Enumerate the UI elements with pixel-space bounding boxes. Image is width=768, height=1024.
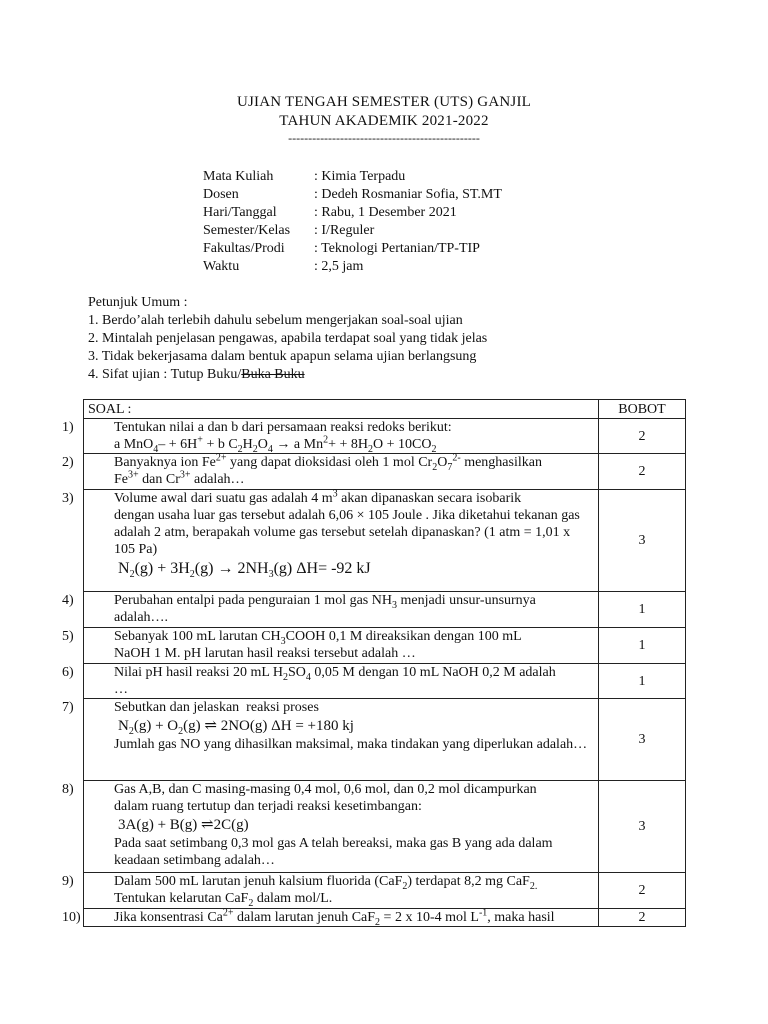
question-4-weight: 1 (599, 592, 686, 628)
question-8-weight: 3 (599, 781, 686, 873)
equation-equilibrium: 3A(g) + B(g) ⇌2C(g) (118, 817, 249, 833)
question-1-weight: 2 (599, 419, 686, 454)
question-row-10 (84, 909, 686, 927)
question-row-7 (84, 699, 686, 781)
exam-page: UJIAN TENGAH SEMESTER (UTS) GANJIL TAHUN AKADEMIK 2021-2022 ------------------------------------------------ Mata Kuliah : Kimia Terpadu Dosen : Dedeh Rosmaniar Sofia, ST.MT Hari/Tanggal : Rabu, 1 Desember 2021 Semester/Kelas : I/Reguler Fakultas/Prodi : Teknologi Pertanian/TP-TIP Waktu : 2,5 jam Petunjuk Umum : 1. Berdo’alah terlebih dahulu sebelum mengerjakan soal-soal ujian 2. Mintalah penjelasan pengawas, apabila terdapat soal yang tidak jelas 3. Tidak bekerjasama dalam bentuk apapun selama ujian berlangsung 4. Sifat ujian : Tutup Buku/Buka Buku SOAL : BOBOT 1) Tentukan nilai a dan b dari persamaan reaksi redoks berikut: a MnO$_4$– + 6H+ + b $C_2H_2O_4 \to a$ $Mn^2+ + 8H_2O + 10CO_2$ 2 2) Banyaknya ion $Fe^{2+}$ yang dapat dioksidasi oleh 1 mol $Cr_2O_7^{2-}$ menghasilkan $Fe^{3+}$ dan $Cr^{3+}$ adalah… 2 3) Volume awal dari suatu gas adalah 4 $m^3$ akan dipanaskan secara isobarik dengan usaha luar gas tersebut adalah 6,06 × 105 Joule . Jika diketahui tekanan gas adalah 2 atm, berapakah volume gas tersebut setelah dipanaskan? (1 atm = 1,01 x 105 Pa) $N_2(g) + 3H_2(g) \to 2NH_3(g)$ ΔH= -92 kJ 3 4) Perubahan entalpi pada penguraian 1 mol gas $NH_3$ menjadi unsur-unsurnya adalah…. 1 5) Sebanyak 100 mL larutan $CH_3COOH$ 0,1 M direaksikan dengan 100 mL NaOH 1 M. pH larutan hasil reaksi tersebut adalah … 1 6) Nilai pH hasil reaksi 20 mL $H_2SO_4$ 0,05 M dengan 10 mL NaOH 0,2 M adalah … 1 7) Sebutkan dan jelaskan reaksi proses $N_2(g) + O_2(g)$ ⇌ 2NO(g) ΔH = +180 kj Jumlah gas NO yang dihasilkan maksimal, maka tindakan yang diperlukan adalah… 3 8) Gas A,B, dan C masing-masing 0,4 mol, 0,6 mol, dan 0,2 mol dicampurkan dalam ruang tertutup dan terjadi reaksi kesetimbangan: 3A(g) + B(g) ⇌2C(g) Pada saat setimbang 0,3 mol gas A telah bereaksi, maka gas B yang ada dalam keadaan setimbang adalah… 3 9) Dalam 500 mL larutan jenuh kalsium fluorida (CaF$_2$) terdapat 8,2 mg CaF$_{2.}$ Tentukan kelarutan CaF$_2$ dalam mol/L. 2 10) Jika konsentrasi $Ca^{2+}$ dalam larutan jenuh CaF$_2$ = 2 x 10-4 mol $L^{-1}$, maka hasil 2 (0, 0, 768, 1024)
question-9-weight: 2 (599, 873, 686, 909)
question-8: 8) Gas A,B, dan C masing-masing 0,4 mol, 0,6 mol, dan 0,2 mol dicampurkan dalam ruang tertutup dan terjadi reaksi kesetimbangan: 3A(g) + B(g) ⇌2C(g) Pada saat setimbang 0,3 mol gas A telah bereaksi, maka gas B yang ada dalam keadaan setimbang adalah… (84, 781, 599, 873)
question-5: 5) Sebanyak 100 mL larutan $CH_3COOH$ 0,1 M direaksikan dengan 100 mL NaOH 1 M. pH larutan hasil reaksi tersebut adalah … (84, 628, 599, 664)
question-row-1 (84, 419, 686, 454)
table-header-row (84, 400, 686, 419)
question-row-4 (84, 592, 686, 628)
question-7-weight: 3 (599, 699, 686, 781)
question-9: 9) Dalam 500 mL larutan jenuh kalsium fluorida (CaF$_2$) terdapat 8,2 mg CaF$_{2.}$ Tentukan kelarutan CaF$_2$ dalam mol/L. (84, 873, 599, 909)
question-10: 10) Jika konsentrasi $Ca^{2+}$ dalam larutan jenuh CaF$_2$ = 2 x 10-4 mol $L^{-1}$, maka hasil (84, 909, 599, 927)
struck-option: Buka Buku (241, 367, 305, 382)
question-1: 1) Tentukan nilai a dan b dari persamaan reaksi redoks berikut: a MnO$_4$– + 6H+ + b $C_2H_2O_4 \to a$ $Mn^2+ + 8H_2O + 10CO_2$ (84, 419, 599, 454)
question-row-9 (84, 873, 686, 909)
question-3: 3) Volume awal dari suatu gas adalah 4 $m^3$ akan dipanaskan secara isobarik dengan usaha luar gas tersebut adalah 6,06 × 105 Joule . Jika diketahui tekanan gas adalah 2 atm, berapakah volume gas tersebut setelah dipanaskan? (1 atm = 1,01 x 105 Pa) $N_2(g) + 3H_2(g) \to 2NH_3(g)$ ΔH= -92 kJ (84, 490, 599, 592)
equation-ammonia: $N_2(g) + 3H_2(g) \to 2NH_3(g)$ ΔH= -92 kJ (118, 560, 371, 581)
question-2: 2) Banyaknya ion $Fe^{2+}$ yang dapat dioksidasi oleh 1 mol $Cr_2O_7^{2-}$ menghasilkan $Fe^{3+}$ dan $Cr^{3+}$ adalah… (84, 454, 599, 490)
bobot-header: BOBOT (599, 400, 686, 419)
soal-header: SOAL : (84, 400, 599, 419)
instruction-item: 3. Tidak bekerjasama dalam bentuk apapun selama ujian berlangsung (88, 349, 477, 364)
instruction-item: 1. Berdo’alah terlebih dahulu sebelum mengerjakan soal-soal ujian (88, 313, 463, 328)
question-row-5 (84, 628, 686, 664)
question-4: 4) Perubahan entalpi pada penguraian 1 mol gas $NH_3$ menjadi unsur-unsurnya adalah…. (84, 592, 599, 628)
instruction-item: 2. Mintalah penjelasan pengawas, apabila terdapat soal yang tidak jelas (88, 331, 488, 346)
instructions-title: Petunjuk Umum : (88, 295, 188, 310)
instruction-item: 4. Sifat ujian : Tutup Buku/Buka Buku (88, 367, 305, 382)
question-row-3 (84, 490, 686, 592)
exam-title: UJIAN TENGAH SEMESTER (UTS) GANJIL (236, 94, 531, 110)
question-row-2 (84, 454, 686, 490)
question-7: 7) Sebutkan dan jelaskan reaksi proses $N_2(g) + O_2(g)$ ⇌ 2NO(g) ΔH = +180 kj Jumlah gas NO yang dihasilkan maksimal, maka tindakan yang diperlukan adalah… (84, 699, 599, 781)
question-6: 6) Nilai pH hasil reaksi 20 mL $H_2SO_4$ 0,05 M dengan 10 mL NaOH 0,2 M adalah … (84, 664, 599, 699)
equation-no: $N_2(g) + O_2(g)$ ⇌ 2NO(g) ΔH = +180 kj (118, 718, 354, 737)
question-5-weight: 1 (599, 628, 686, 664)
question-10-weight: 2 (599, 909, 686, 927)
question-table (62, 399, 686, 928)
title-divider: ------------------------------------------------ (288, 131, 480, 145)
academic-year: TAHUN AKADEMIK 2021-2022 (279, 113, 489, 129)
question-row-6 (84, 664, 686, 699)
question-3-weight: 3 (599, 490, 686, 592)
question-2-weight: 2 (599, 454, 686, 490)
question-row-8 (84, 781, 686, 873)
question-6-weight: 1 (599, 664, 686, 699)
general-instructions (88, 294, 487, 384)
